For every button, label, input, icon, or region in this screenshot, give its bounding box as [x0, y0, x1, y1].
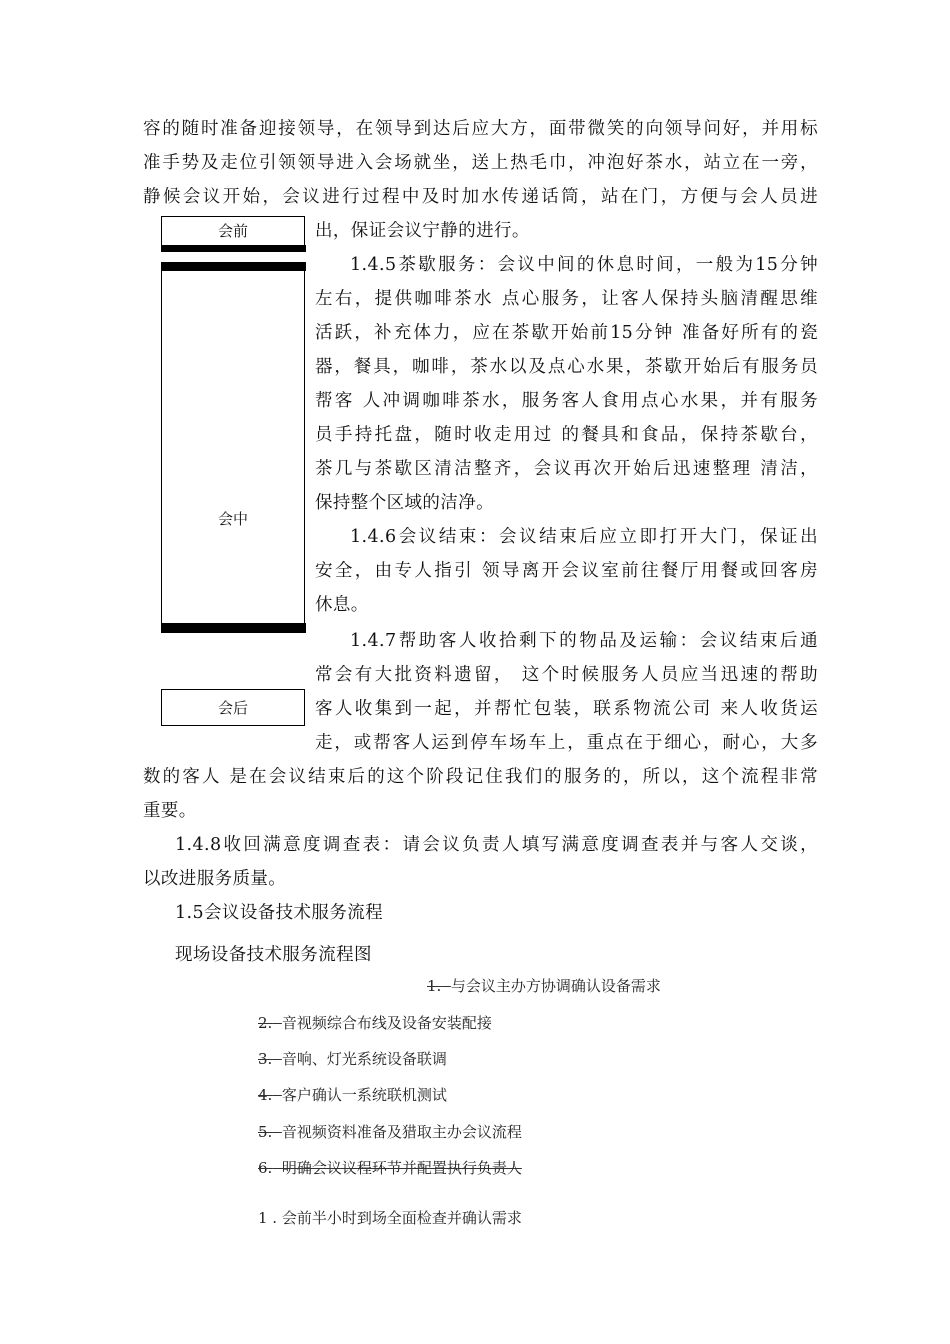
strike-pad: [272, 1014, 282, 1032]
strike-pad: [272, 1123, 282, 1141]
text-line: 走，或帮客人运到停车场车上，重点在于细心，耐心，大多: [315, 733, 818, 753]
flow-label-after: 会后: [217, 699, 248, 717]
text-line: 以改进服务质量。: [143, 869, 287, 889]
flow-box-after: [161, 689, 305, 726]
text-line: 左右，提供咖啡茶水 点心服务，让客人保持头脑清醒思维: [315, 289, 818, 309]
strike-pad: [272, 1086, 282, 1104]
tech-step-4: [258, 1083, 447, 1107]
flow-label-before: 会前: [217, 222, 248, 240]
step-number: 5.: [258, 1123, 273, 1141]
step-number: 1.: [427, 977, 442, 995]
text-line: 静候会议开始，会议进行过程中及时加水传递话筒，站在门，方便与会人员进: [143, 187, 818, 207]
text-line: 安全，由专人指引 领导离开会议室前往餐厅用餐或回客房: [315, 561, 818, 581]
flow-box-before: [161, 216, 305, 245]
step-text: 音视频资料准备及猎取主办会议流程: [281, 1123, 522, 1141]
step-text: 与会议主办方协调确认设备需求: [450, 977, 661, 995]
flow-label-middle: 会中: [217, 510, 248, 528]
step-text: 客户确认一系统联机测试: [281, 1086, 447, 1104]
text-line: 1.4.6会议结束：会议结束后应立即打开大门，保证出: [350, 527, 818, 547]
text-line: 数的客人 是在会议结束后的这个阶段记住我们的服务的，所以，这个流程非常: [143, 767, 818, 787]
text-line: 休息。: [315, 595, 369, 615]
step-number: 6.: [258, 1159, 273, 1177]
text-line: 准手势及走位引领领导进入会场就坐，送上热毛巾，冲泡好茶水，站立在一旁，: [143, 153, 818, 173]
text-line: 1.4.8收回满意度调查表：请会议负责人填写满意度调查表并与客人交谈，: [175, 835, 818, 855]
step-number: 2.: [258, 1014, 273, 1032]
text-line: 重要。: [143, 801, 197, 821]
tech-step-1: [427, 974, 661, 998]
text-line: 员手持托盘，随时收走用过 的餐具和食品，保持茶歇台，: [315, 425, 818, 445]
tech-step-2: [258, 1011, 492, 1035]
step-text: 音响、灯光系统设备联调: [281, 1050, 447, 1068]
strike-pad: [441, 977, 451, 995]
final-step: 1 . 会前半小时到场全面检查并确认需求: [258, 1209, 522, 1227]
tech-step-6: [258, 1156, 522, 1180]
text-line: 1.4.5茶歇服务：会议中间的休息时间，一般为15分钟: [350, 255, 818, 275]
text-line: 出，保证会议宁静的进行。: [315, 221, 530, 241]
flow-box-middle: [161, 270, 305, 624]
text-line: 茶几与茶歇区清洁整齐，会议再次开始后迅速整理 清洁，: [315, 459, 818, 479]
flowchart-heading: 现场设备技术服务流程图: [175, 945, 372, 965]
text-line: 容的随时准备迎接领导，在领导到达后应大方，面带微笑的向领导问好，并用标: [143, 119, 818, 139]
text-line: 常会有大批资料遗留， 这个时候服务人员应当迅速的帮助: [315, 665, 818, 685]
strike-pad: [272, 1159, 282, 1177]
text-line: 活跃，补充体力，应在茶歇开始前15分钟 准备好所有的瓷: [315, 323, 818, 343]
text-line: 1.4.7帮助客人收拾剩下的物品及运输：会议结束后通: [350, 631, 818, 651]
section-heading: 1.5会议设备技术服务流程: [175, 903, 384, 923]
step-number: 3.: [258, 1050, 273, 1068]
text-line: 客人收集到一起，并帮忙包装，联系物流公司 来人收货运: [315, 699, 818, 719]
step-text: 音视频综合布线及设备安装配接: [281, 1014, 492, 1032]
flow-divider: [161, 245, 306, 252]
text-line: 器，餐具，咖啡，茶水以及点心水果，茶歇开始后有服务员: [315, 357, 818, 377]
step-number: 4.: [258, 1086, 273, 1104]
text-line: 帮客 人冲调咖啡茶水，服务客人食用点心水果，并有服务: [315, 391, 818, 411]
tech-step-5: [258, 1120, 522, 1144]
flow-divider: [161, 623, 306, 633]
step-text: 明确会议议程环节并配置执行负责人: [281, 1159, 522, 1177]
tech-step-3: [258, 1047, 447, 1071]
text-line: 保持整个区域的洁净。: [315, 493, 494, 513]
strike-pad: [272, 1050, 282, 1068]
